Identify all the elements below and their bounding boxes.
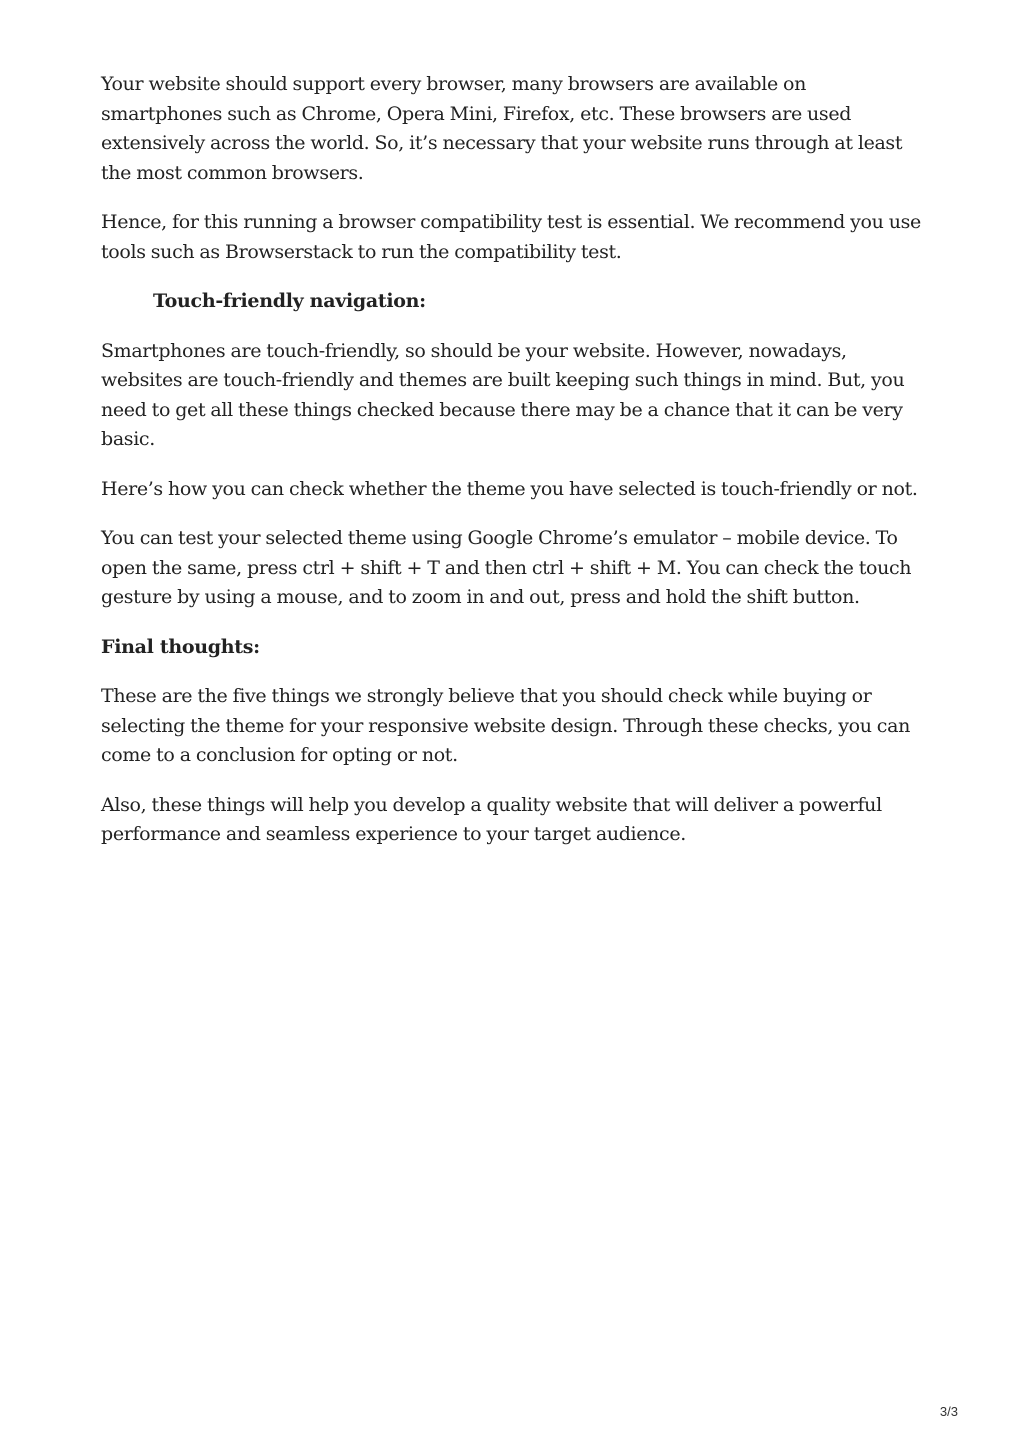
paragraph-touch-friendly: Smartphones are touch-friendly, so should be your website. However, nowadays, websites are touch-friendly and themes are built keeping such things in mind. But, you need to get all these things checked because there may be a chance that it can be very basic.: [101, 339, 905, 450]
paragraph-chrome-emulator: You can test your selected theme using Google Chrome’s emulator – mobile device. To open the same, press ctrl + shift + T and then ctrl + shift + M. You can check the touch gesture by using a mouse, and to zoom in and out, press and hold the shift button.: [101, 527, 912, 608]
paragraph-compatibility-test: Hence, for this running a browser compatibility test is essential. We recommend you use tools such as Browserstack to run the compatibility test.: [101, 211, 921, 263]
paragraph-how-to-check: Here’s how you can check whether the theme you have selected is touch-friendly or not.: [101, 477, 918, 500]
heading-final-thoughts: Final thoughts:: [101, 635, 260, 658]
document-body: [101, 70, 931, 870]
paragraph-five-things: These are the five things we strongly believe that you should check while buying or selecting the theme for your responsive website design. Through these checks, you can come to a conclusion for opting or not.: [101, 685, 910, 766]
heading-touch-friendly-navigation: Touch-friendly navigation:: [153, 290, 426, 312]
paragraph-quality-website: Also, these things will help you develop a quality website that will deliver a powerful performance and seamless experience to your target audience.: [101, 793, 882, 845]
page-number: 3/3: [939, 1404, 958, 1419]
paragraph-browser-support: Your website should support every browser, many browsers are available on smartphones such as Chrome, Opera Mini, Firefox, etc. These browsers are used extensively across the world. So, it’s necessary that your website runs through at least the most common browsers.: [101, 73, 903, 184]
